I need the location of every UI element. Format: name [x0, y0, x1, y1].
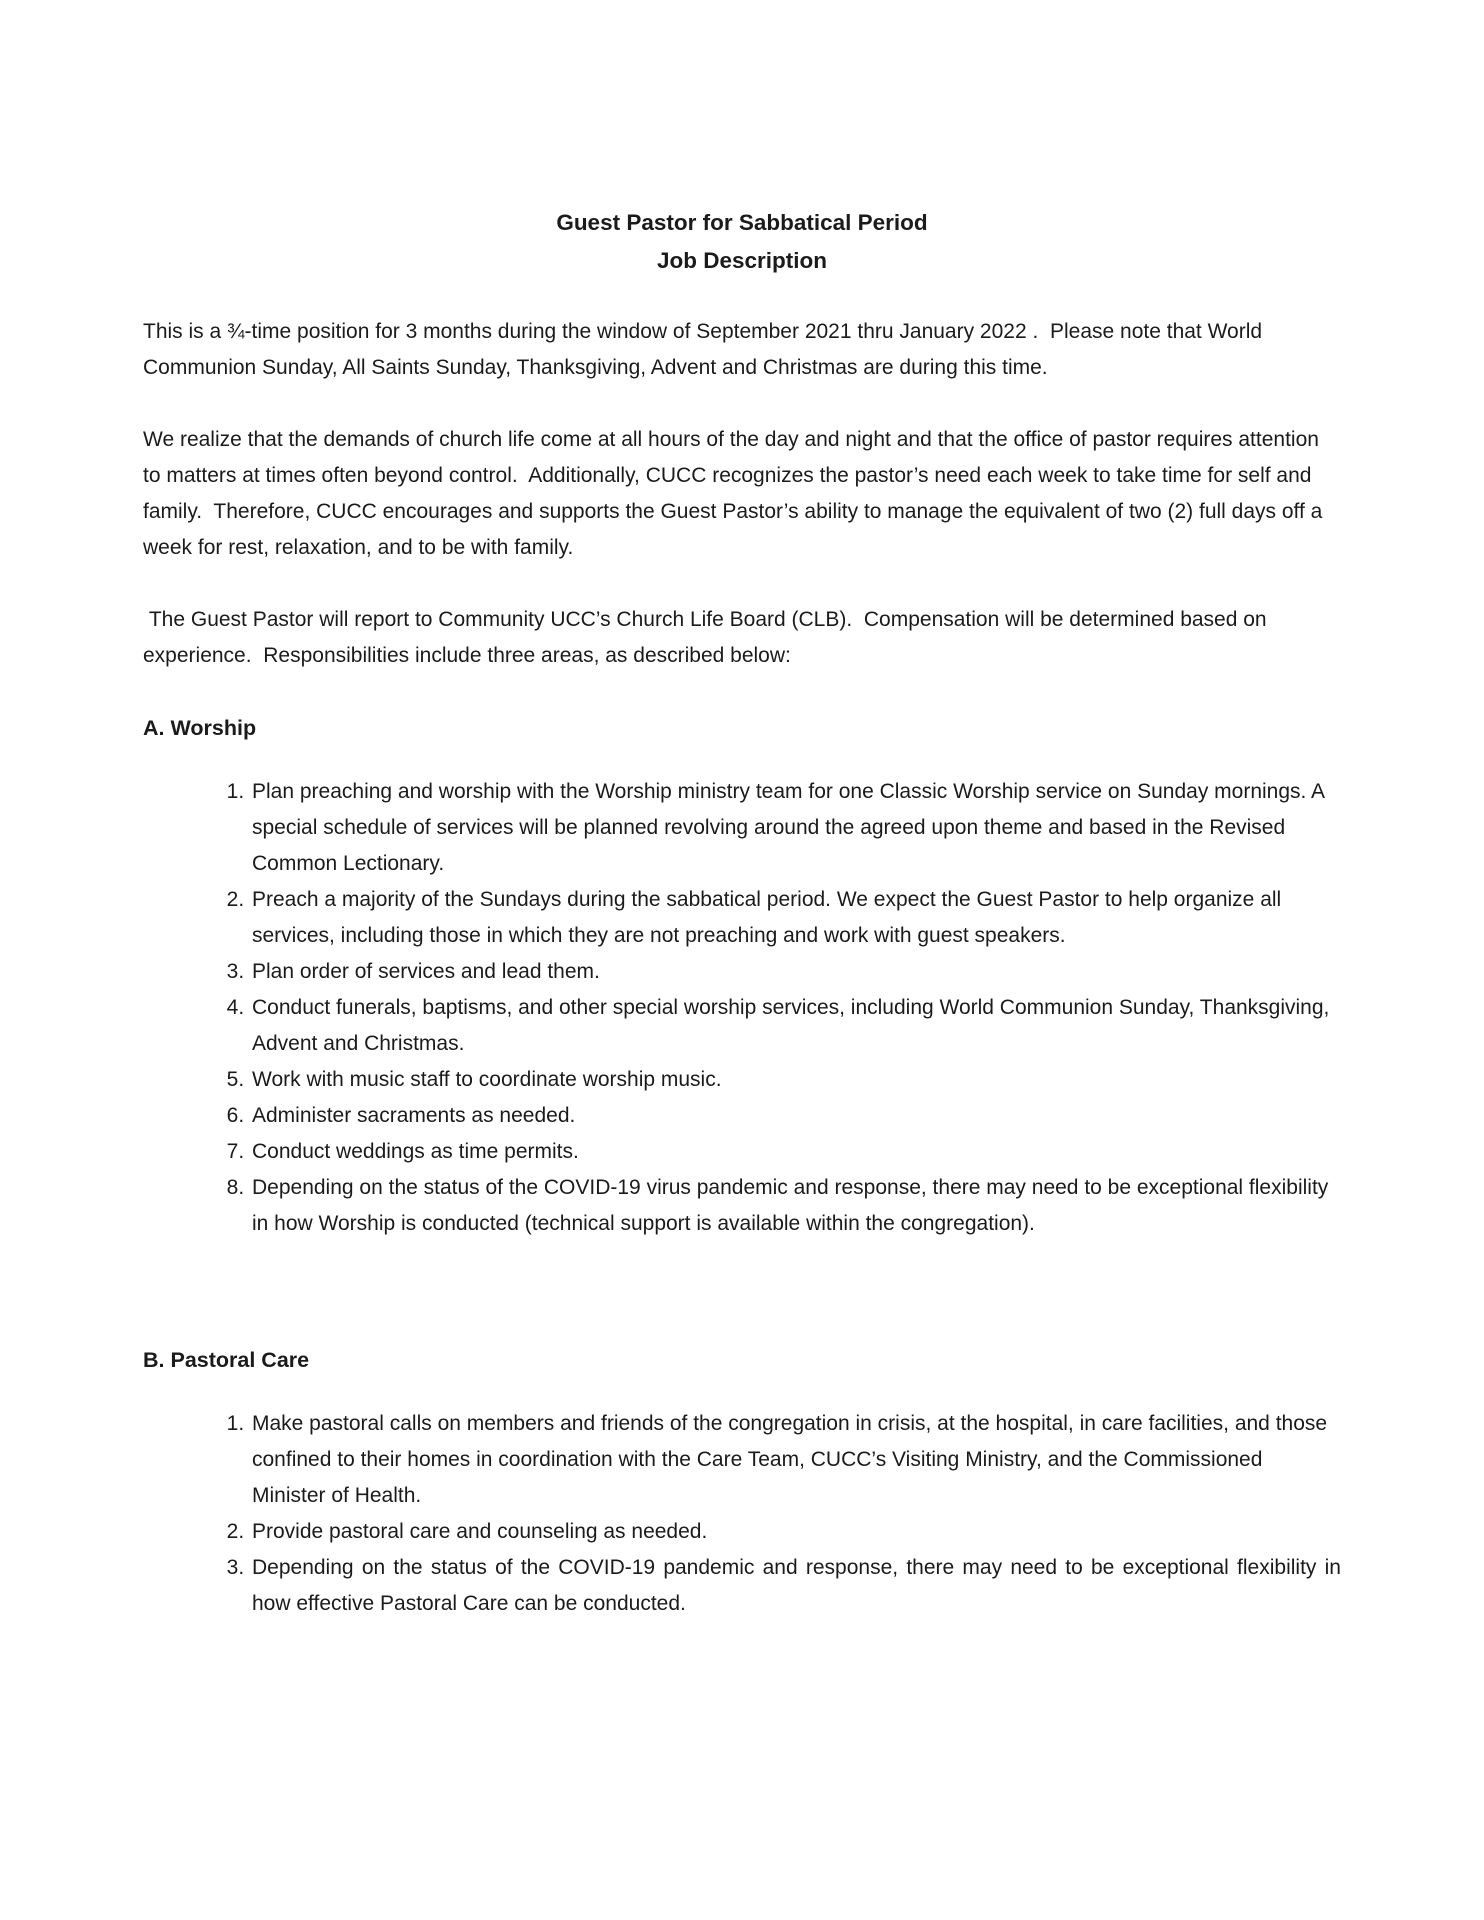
- worship-list-item: 3. Plan order of services and lead them.: [250, 954, 1341, 990]
- worship-list-item: 4. Conduct funerals, baptisms, and other special worship services, including World Communion Sunday, Thanksgiving, Advent and Christmas.: [250, 990, 1341, 1062]
- intro-paragraphs: [143, 314, 1341, 674]
- pastoral-care-list-item: 1. Make pastoral calls on members and friends of the congregation in crisis, at the hospital, in care facilities, and those confined to their homes in coordination with the Care Team, CUCC’s Visiting Ministry, and the Commissioned Minister of Health.: [250, 1406, 1341, 1514]
- worship-list-item: 1. Plan preaching and worship with the Worship ministry team for one Classic Worship service on Sunday mornings. A special schedule of services will be planned revolving around the agreed upon theme and based in the Revised Common Lectionary.: [250, 774, 1341, 882]
- worship-list-item: 7. Conduct weddings as time permits.: [250, 1134, 1341, 1170]
- worship-list-item: 6. Administer sacraments as needed.: [250, 1098, 1341, 1134]
- pastoral-care-list-item: 2. Provide pastoral care and counseling as needed.: [250, 1514, 1341, 1550]
- worship-list-item: 8. Depending on the status of the COVID-19 virus pandemic and response, there may need to be exceptional flexibility in how Worship is conducted (technical support is available within the congregation).: [250, 1170, 1341, 1242]
- section-worship-heading: A. Worship: [143, 716, 257, 740]
- paragraph: This is a ¾-time position for 3 months during the window of September 2021 thru January 2022 . Please note that World Communion Sunday, All Saints Sunday, Thanksgiving, Advent and Christmas are during this time.: [143, 320, 1268, 379]
- pastoral-care-list-item: 3. Depending on the status of the COVID-19 pandemic and response, there may need to be exceptional flexibility in how effective Pastoral Care can be conducted.: [250, 1550, 1341, 1622]
- document-subtitle: Job Description: [656, 248, 828, 273]
- pastoral-care-list: [143, 1406, 1341, 1622]
- document-title: Guest Pastor for Sabbatical Period: [556, 210, 928, 235]
- paragraph: The Guest Pastor will report to Community UCC’s Church Life Board (CLB). Compensation will be determined based on experience. Responsibilities include three areas, as described below:: [143, 608, 1273, 667]
- section-pastoral-care-heading: B. Pastoral Care: [143, 1348, 310, 1372]
- worship-list-item: 5. Work with music staff to coordinate worship music.: [250, 1062, 1341, 1098]
- worship-list-item: 2. Preach a majority of the Sundays during the sabbatical period. We expect the Guest Pastor to help organize all services, including those in which they are not preaching and work with guest speakers.: [250, 882, 1341, 954]
- paragraph: We realize that the demands of church life come at all hours of the day and night and that the office of pastor requires attention to matters at times often beyond control. Additionally, CUCC recognizes the pastor’s need each week to take time for self and family. Therefore, CUCC encourages and supports the Guest Pastor’s ability to manage the equivalent of two (2) full days off a week for rest, relaxation, and to be with family.: [143, 428, 1329, 559]
- document-title-block: [143, 204, 1341, 280]
- section-pastoral-care: [143, 1342, 1341, 1622]
- worship-list: [143, 774, 1341, 1242]
- section-worship: [143, 710, 1341, 1242]
